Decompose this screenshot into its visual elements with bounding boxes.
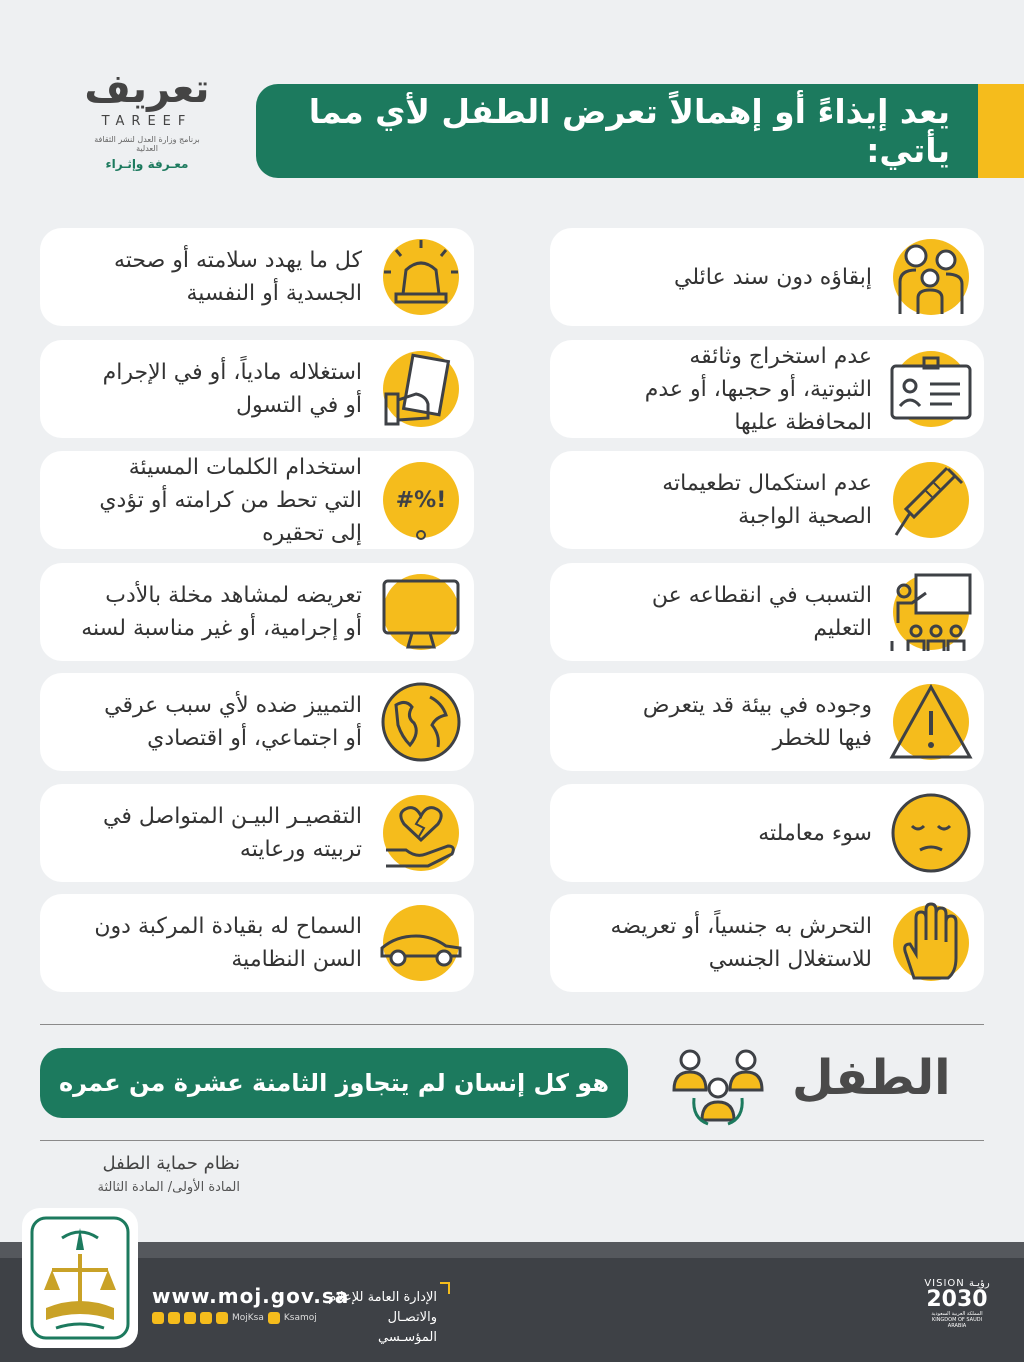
left-item-text [52,579,362,645]
right-item-line: للاستغلال الجنسي [708,947,872,972]
globe-icon [376,677,466,767]
tareef-logo [84,66,210,186]
instagram-icon[interactable] [168,1312,180,1324]
facebook-icon[interactable] [200,1312,212,1324]
sad-face-icon [886,788,976,878]
monitor-icon [376,567,466,657]
left-item-line: الجسدية أو النفسية [186,281,362,306]
source-title: نظام حماية الطفل [102,1153,240,1174]
broken-heart-hand-icon [376,788,466,878]
right-item-card [550,673,984,771]
ministry-emblem-icon [22,1208,138,1348]
right-item-line: الصحية الواجبة [738,504,872,529]
source-article: المادة الأولى/ المادة الثالثة [97,1180,240,1195]
definition-text: هو كل إنسان لم يتجاوز الثامنة عشرة من عمره [59,1069,609,1097]
twitter-icon[interactable] [152,1312,164,1324]
right-item-text [562,261,872,294]
social-handle-2: Ksamoj [283,1313,317,1323]
left-item-text [52,244,362,310]
left-item-text [52,356,362,422]
department-mark [440,1282,450,1294]
right-item-line: التحرش به جنسياً، أو تعريضه [610,914,872,939]
right-item-text [562,817,872,850]
family-icon [886,232,976,322]
svg-text:#%!: #%! [395,488,447,513]
snapchat-icon[interactable] [184,1312,196,1324]
logo-arabic-name: تعريف [84,66,210,112]
left-item-line: السماح له بقيادة المركبة دون [94,914,362,939]
right-item-card [550,228,984,326]
right-item-text [562,689,872,755]
page-title: يعد إيذاءً أو إهمالاً تعرض الطفل لأي مما يأتي: [308,92,950,170]
logo-english-name: TAREEF [101,114,193,129]
right-item-card [550,340,984,438]
right-item-line: سوء معاملته [758,820,872,846]
divider-top [40,1024,984,1025]
right-item-line: التعليم [813,616,872,641]
linkedin-icon[interactable] [216,1312,228,1324]
youtube-icon[interactable] [268,1312,280,1324]
logo-tagline: معـرفة وإثـراء [105,157,189,171]
right-item-card [550,451,984,549]
left-item-line: أو في التسول [235,393,362,418]
department-name: الإدارة العامة للإعلام والاتصـال المؤسـسي [328,1290,437,1345]
definition-pill [40,1048,628,1118]
swear-symbols-icon [376,455,466,545]
left-item-text [52,689,362,755]
title-banner [256,84,978,178]
right-item-card [550,894,984,992]
right-item-line: التسبب في انقطاعه عن [651,583,872,608]
left-item-line: تعريضه لمشاهد مخلة بالأدب [105,583,362,608]
left-item-line: تربيته ورعايته [239,837,362,862]
left-item-line: السن النظامية [231,947,362,972]
left-item-line: استخدام الكلمات المسيئة [128,454,362,480]
left-item-card [40,340,474,438]
right-item-text [562,467,872,533]
left-item-text [52,451,362,550]
money-hand-icon [376,344,466,434]
car-icon [376,898,466,988]
right-item-line: عدم استخراج وثائقه [689,343,872,369]
website-link[interactable]: www.moj.gov.sa [152,1284,350,1308]
social-handle-1: MojKsa [232,1313,264,1323]
right-item-line: إبقاؤه دون سند عائلي [674,264,872,290]
right-item-line: المحافظة عليها [734,409,872,435]
siren-icon [376,232,466,322]
right-item-text [562,579,872,645]
left-item-line: كل ما يهدد سلامته أو صحته [113,248,362,273]
logo-subtitle: برنامج وزارة العدل لنشر الثقافة العدلية [94,135,200,153]
right-item-text [562,910,872,976]
right-item-line: وجوده في بيئة قد يتعرض [642,693,872,718]
classroom-icon [886,567,976,657]
right-item-line: الثبوتية، أو حجبها، أو عدم [644,376,872,402]
vision-subtitle: المملكة العربية السعودية KINGDOM OF SAUDI ARABIA [931,1311,983,1329]
social-links [152,1312,317,1324]
right-item-line: فيها للخطر [772,726,872,751]
left-item-card [40,784,474,882]
vision-label: VISION رؤيـة [924,1278,990,1289]
left-item-card [40,228,474,326]
left-item-line: التقصيـر البيـن المتواصل في [103,804,362,829]
left-item-card [40,451,474,549]
children-group-icon [668,1044,768,1128]
left-item-card [40,894,474,992]
right-item-card [550,563,984,661]
left-item-card [40,673,474,771]
definition-label: الطفل [792,1050,951,1106]
ministry-emblem [22,1208,138,1348]
title-accent-bar [978,84,1024,178]
left-item-line: أو إجرامية، أو غير مناسبة لسنه [81,616,362,641]
left-item-text [52,910,362,976]
stop-hand-icon [886,898,976,988]
syringe-icon [886,455,976,545]
left-item-card [40,563,474,661]
divider-bottom [40,1140,984,1141]
left-item-line: التي تحط من كرامته أو تؤدي [99,487,362,513]
left-item-line: التمييز ضده لأي سبب عرقي [104,693,362,718]
warning-icon [886,677,976,767]
vision-year: 2030 [926,1287,988,1312]
footer-top-strip [0,1242,1024,1258]
right-item-text [562,340,872,439]
left-item-line: استغلاله مادياً، أو في الإجرام [102,360,362,385]
right-item-card [550,784,984,882]
left-item-text [52,800,362,866]
id-card-icon [886,344,976,434]
left-item-line: أو اجتماعي، أو اقتصادي [147,726,362,751]
vision-2030-logo [922,1278,992,1329]
left-item-line: إلى تحقيره [262,520,362,546]
right-item-line: عدم استكمال تطعيماته [662,471,872,496]
